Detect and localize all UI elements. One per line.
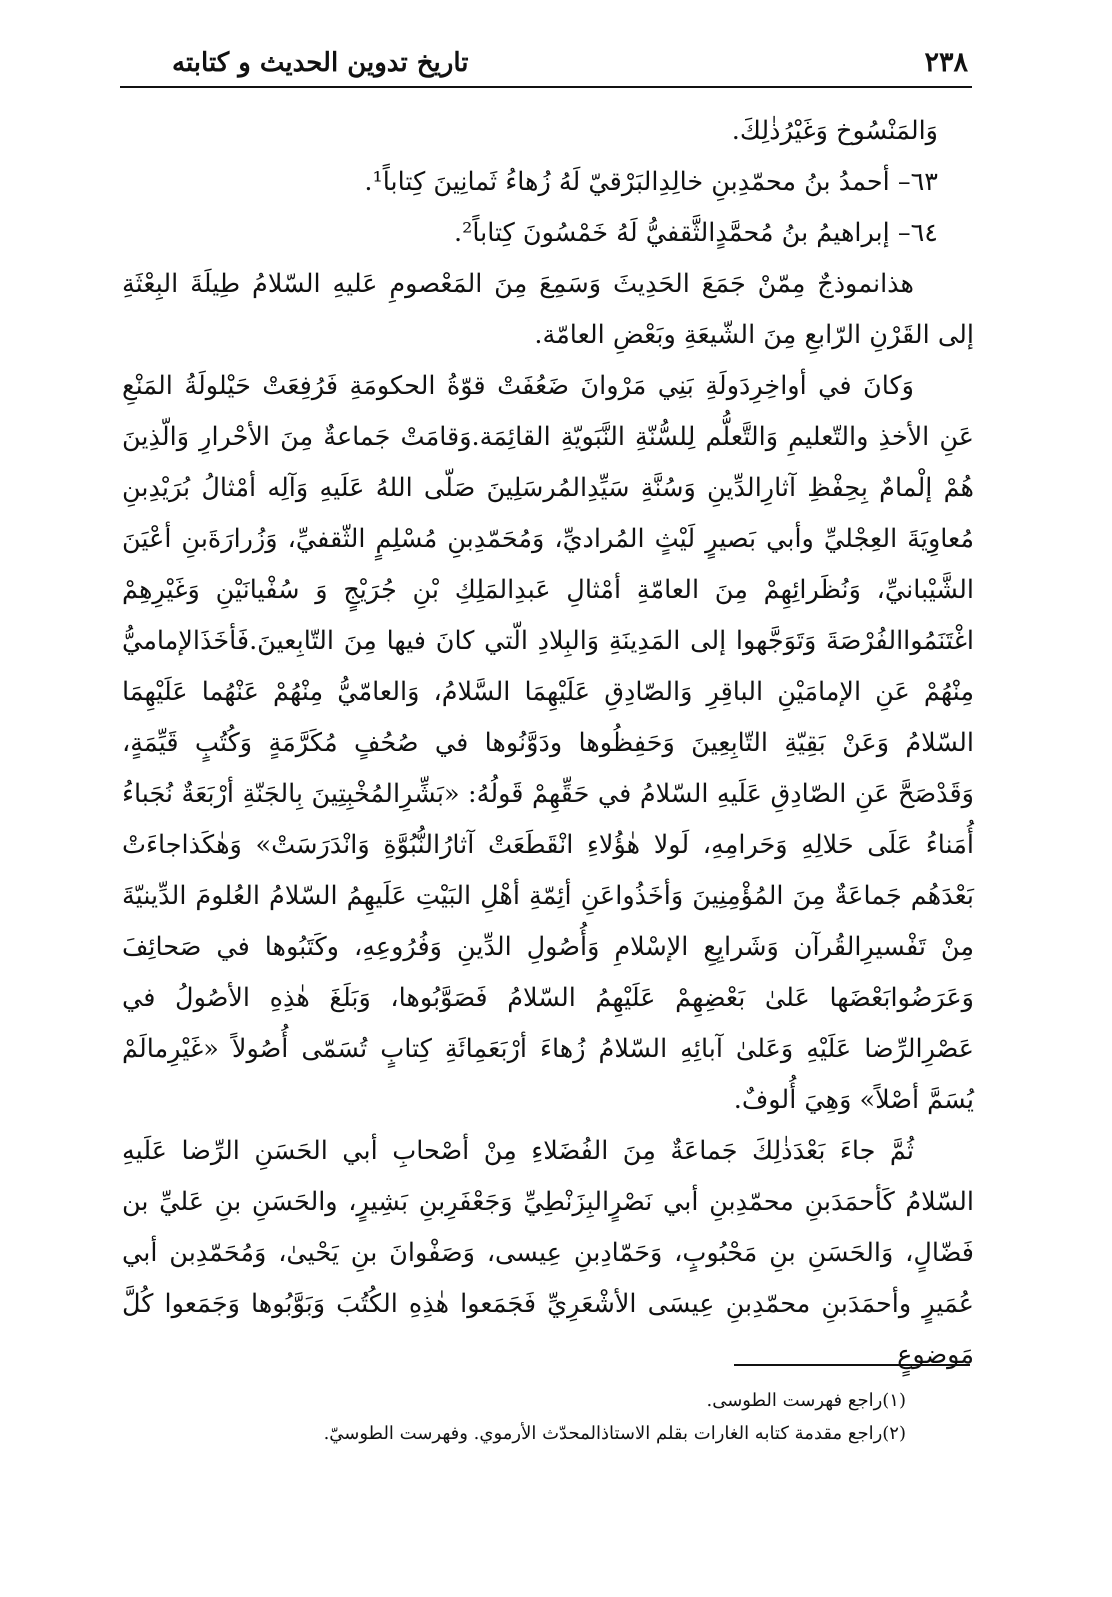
page-number: ٢٣٨ [924,47,968,78]
paragraph-history: وَكانَ في أواخِرِدَولَةِ بَنِي مَرْوانَ ضَعُفَتْ قوّةُ الحكومَةِ فَرُفِعَتْ حَيْلولَةُ المَنْعِ عَنِ الأخذِ والتّعليمِ وَالتَّعلُّم لِلسُّنّةِ النَّبَويّةِ القائِمَة.وَقامَتْ جَماعةٌ مِنَ الأحْرارِ وَالّذِينَ هُمْ إلْمامٌ بِحِفْظِ آثارِالدِّينِ وَسُنَّةِ سَيِّدِالمُرسَلِينَ صَلّى اللهُ عَلَيهِ وَآلِه أمْثالُ بُرَيْدِبنِ مُعاوِيَةَ العِجْليِّ وأبي بَصيرٍ لَيْثٍ المُراديِّ، وَمُحَمّدِبنِ مُسْلِمٍ الثّقفيِّ، وَزُرارَةَبنِ أعْيَنَ الشَّيْبانيِّ، وَنُظَرائِهِمْ مِنَ العامّةِ أمْثالِ عَبدِالمَلِكِ بْنِ جُرَيْجٍ وَ سُفْيانَيْنِ وَغَيْرِهِمْ اغْتَنَمُواالفُرْصَةَ وَتَوَجَّهوا إلى المَدِينَةِ وَالبِلادِ الّتي كانَ فيها مِنَ التّابِعينَ.فَأخَذَالإماميُّ مِنْهُمْ عَنِ الإمامَيْنِ الباقِرِ وَالصّادِقِ عَلَيْهِمَا السَّلامُ، وَالعامّيُّ مِنْهُمْ عَنْهُما عَلَيْهِمَا السّلامُ وَعَنْ بَقِيّةِ التّابِعِينَ وَحَفِظُوها ودَوَّنُوها في صُحُفٍ مُكَرَّمَةٍ وَكُتُبٍ قَيِّمَةٍ، وَقَدْصَحَّ عَنِ الصّادِقِ عَلَيهِ السّلامُ في حَقِّهِمْ قَولُهُ: «بَشِّرِالمُخْبِتِينَ بِالجَنّةِ أرْبَعَةٌ نُجَباءُ أُمَناءُ عَلَى حَلالِهِ وَحَرامِهِ، لَولا هٰؤُلاءِ انْقَطَعَتْ آثارُالنُّبُوَّةِ وَانْدَرَسَتْ» وَهٰكَذاجاءَتْ بَعْدَهُم جَماعَةٌ مِنَ المُؤْمِنِينَ وَأخَذُواعَنِ أئِمّةِ أهْلِ البَيْتِ عَلَيهِمُ السّلامُ العُلومَ الدِّينيّةَ مِنْ تَفْسيرِالقُرآن وَشَرايِعِ الإسْلامِ وَأُصُولِ الدِّينِ وَفُرُوعِهِ، وكَتَبُوها في صَحائِفَ وَعَرَضُوابَعْضَها عَلىٰ بَعْضِهِمْ عَلَيْهِمُ السّلامُ فَصَوَّبُوها، وَبَلَغَ هٰذِهِ الأصُولُ في عَصْرِالرِّضا عَلَيْهِ وَعَلىٰ آبائِهِ السّلامُ زُهاءَ أرْبَعَمِائَةِ كِتابٍ تُسَمّى أُصُولاً «غَيْرِمالَمْ يُسَمَّ أصْلاً» وَهِيَ أُلوفٌ. [122,371,974,1115]
paragraph-companions: ثُمَّ جاءَ بَعْدَذٰلِكَ جَماعَةٌ مِنَ الفُضَلاءِ مِنْ أصْحابِ أبي الحَسَنِ الرِّضا عَلَيهِ السّلامُ كَأحمَدَبنِ محمّدِبنِ أبي نَصْرٍالبِزَنْطِيِّ وَجَعْفَرِبنِ بَشِيرٍ، والحَسَنِ بنِ عَليِّ بن فَضّالٍ، وَالحَسَنِ بنِ مَحْبُوبٍ، وَحَمّادِبنِ عِيسى، وَصَفْوانَ بنِ يَحْيىٰ، وَمُحَمّدِبن أبي عُمَيرٍ وأحمَدَبنِ محمّدِبنِ عِيسَى الأشْعَرِيِّ فَجَمَعوا هٰذِهِ الكُتُبَ وَبَوَّبُوها وَجَمَعوا كُلَّ مَوضوعٍ [122,1136,974,1370]
running-title: تاريخ تدوين الحديث و كتابته [172,48,469,78]
running-header [120,44,972,90]
header-rule [120,86,972,88]
body-text [122,106,974,1381]
list-item-64: ٦٤– إبراهيمُ بنُ مُحمَّدٍالثَّقفيُّ لَهُ خَمْسُونَ كِتاباً². [453,218,938,248]
footnote-2: (٢)راجع مقدمة كتابه الغارات بقلم الاستاذالمحدّث الأرموي. وفهرست الطوسيّ. [323,1423,906,1444]
paragraph-summary: هذانموذجٌ مِمّنْ جَمَعَ الحَدِيثَ وَسَمِعَ مِنَ المَعْصومِ عَليهِ السّلامُ طِيلَةَ البِعْثَةِ إلى القَرْنِ الرّابعِ مِنَ الشّيعَةِ وبَعْضِ العامّة. [122,269,974,350]
footnote-rule [734,1364,970,1366]
footnote-1: (١)راجع فهرست الطوسى. [706,1390,906,1411]
continuation-line: وَالمَنْسُوخ وَغَيْرُذٰلِكَ. [731,116,938,146]
footnotes [130,1384,972,1450]
list-item-63: ٦٣– أحمدُ بنُ محمّدِبنِ خالِدِالبَرْقيّ لَهُ زُهاءُ ثَمانِينَ كِتاباً¹. [364,167,938,197]
